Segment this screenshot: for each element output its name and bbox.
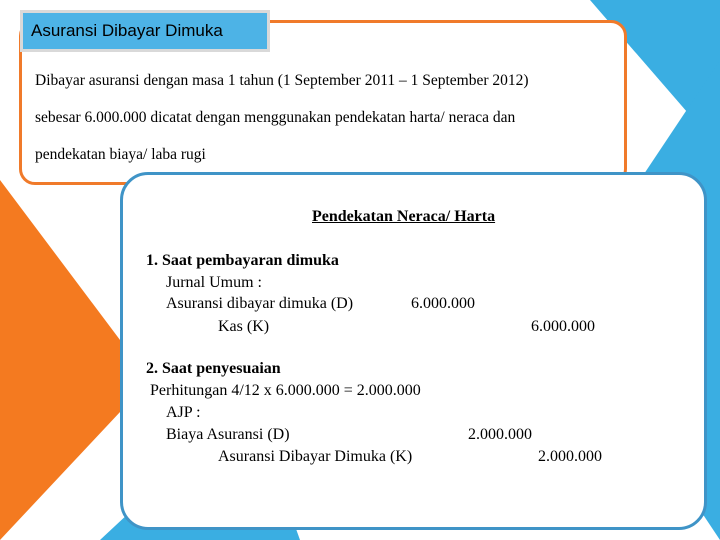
- step2-calculation: Perhitungan 4/12 x 6.000.000 = 2.000.000: [150, 382, 421, 399]
- step2-credit-account: Asuransi Dibayar Dimuka (K): [218, 448, 413, 465]
- step1-debit-account: Asuransi dibayar dimuka (D): [166, 295, 354, 312]
- step1-journal-label: Jurnal Umum :: [166, 274, 262, 291]
- step1-credit-account: Kas (K): [218, 318, 270, 335]
- step1-debit-amount: 6.000.000: [411, 295, 475, 312]
- step2-credit-amount: 2.000.000: [538, 448, 602, 465]
- step2-debit-account: Biaya Asuransi (D): [166, 426, 290, 443]
- intro-line: Dibayar asuransi dengan masa 1 tahun (1 September 2011 – 1 September 2012): [35, 72, 529, 89]
- intro-paragraph: [35, 62, 615, 173]
- step2-debit-amount: 2.000.000: [468, 426, 532, 443]
- step1-credit-amount: 6.000.000: [531, 318, 595, 335]
- step1-title: 1. Saat pembayaran dimuka: [146, 252, 339, 269]
- slide-title: Asuransi Dibayar Dimuka: [20, 10, 270, 52]
- intro-line: pendekatan biaya/ laba rugi: [35, 146, 206, 163]
- step2-title: 2. Saat penyesuaian: [146, 360, 281, 377]
- intro-line: sebesar 6.000.000 dicatat dengan menggunakan pendekatan harta/ neraca dan: [35, 109, 516, 126]
- step2-journal-label: AJP :: [166, 404, 201, 421]
- section-heading: Pendekatan Neraca/ Harta: [312, 208, 496, 225]
